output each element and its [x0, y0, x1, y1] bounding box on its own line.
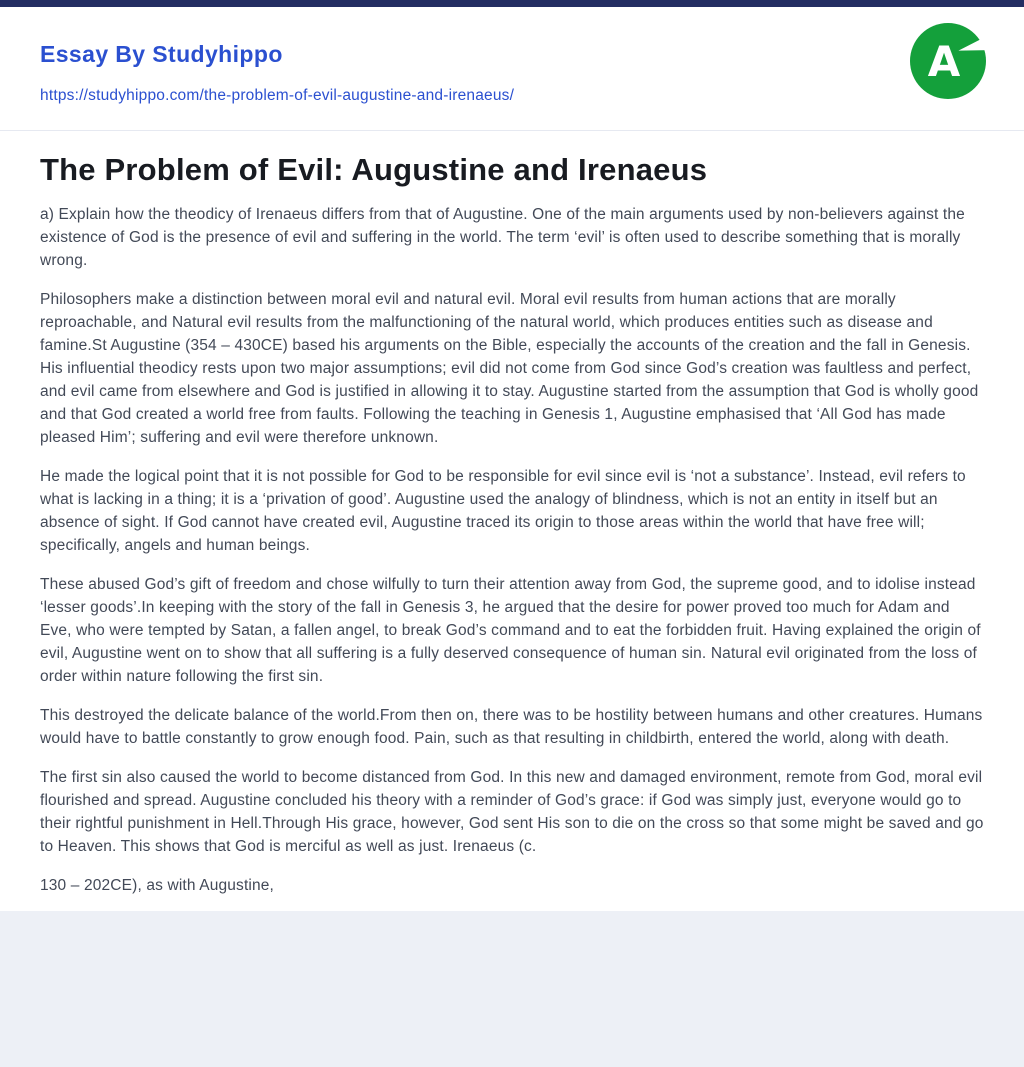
article-paragraph: This destroyed the delicate balance of the world.From then on, there was to be hostility between humans and other creatures. Humans would have to battle constantly to grow enough food. Pain, such as that resulting in childbirth, entered the world, along with death.: [40, 707, 983, 748]
article-paragraph: These abused God’s gift of freedom and chose wilfully to turn their attention away from God, the supreme good, and to idolise instead ‘lesser goods’.In keeping with the story of the fall in Genesis 3, he argued that the desire for power proved too much for Adam and Eve, who were tempted by Satan, a fallen angel, to break God’s command and to eat the forbidden fruit. Having explained the origin of evil, Augustine went on to show that all suffering is a fully deserved consequence of human sin. Natural evil originated from the loss of order within nature following the first sin.: [40, 576, 981, 686]
top-accent-bar: [0, 0, 1024, 7]
header: [0, 7, 1024, 131]
header-text: [40, 41, 984, 105]
page-url-link[interactable]: https://studyhippo.com/the-problem-of-evil-augustine-and-irenaeus/: [40, 87, 515, 104]
article-paragraph: a) Explain how the theodicy of Irenaeus differs from that of Augustine. One of the main arguments used by non-believers against the existence of God is the presence of evil and suffering in the world. The term ‘evil’ is often used to describe something that is morally wrong.: [40, 206, 965, 270]
article-paragraph: He made the logical point that it is not possible for God to be responsible for evil since evil is ‘not a substance’. Instead, evil refers to what is lacking in a thing; it is a ‘privation of good’. Augustine used the analogy of blindness, which is not an entity in itself but an absence of sight. If God cannot have created evil, Augustine traced its origin to those areas within the world that have free will; specifically, angels and human beings.: [40, 468, 966, 555]
article-paragraph: 130 – 202CE), as with Augustine,: [40, 877, 274, 895]
logo-letter-a: A: [927, 36, 961, 86]
article-paragraph: The first sin also caused the world to become distanced from God. In this new and damaged environment, remote from God, moral evil flourished and spread. Augustine concluded his theory with a reminder of God’s grace: if God was simply just, everyone would go to their rightful punishment in Hell.Through His grace, however, God sent His son to die on the cross so that some might be saved and go to Heaven. This shows that God is merciful as well as just. Irenaeus (c.: [40, 769, 984, 856]
brand-title: Essay By Studyhippo: [40, 41, 283, 67]
article-paragraph: Philosophers make a distinction between moral evil and natural evil. Moral evil results from human actions that are morally reproachable, and Natural evil results from the malfunctioning of the natural world, which produces entities such as disease and famine.St Augustine (354 – 430CE) based his arguments on the Bible, especially the accounts of the creation and the fall in Genesis. His influential theodicy rests upon two major assumptions; evil did not come from God since God’s creation was faultless and perfect, and evil came from elsewhere and God is justified in allowing it to stay. Augustine started from the assumption that God is wholly good and that God created a world free from faults. Following the teaching in Genesis 1, Augustine emphasised that ‘All God has made pleased Him’; suffering and evil were therefore unknown.: [40, 291, 979, 447]
article-title: The Problem of Evil: Augustine and Irenaeus: [40, 152, 708, 187]
studyhippo-logo[interactable]: [910, 23, 986, 99]
article: [0, 131, 1024, 911]
